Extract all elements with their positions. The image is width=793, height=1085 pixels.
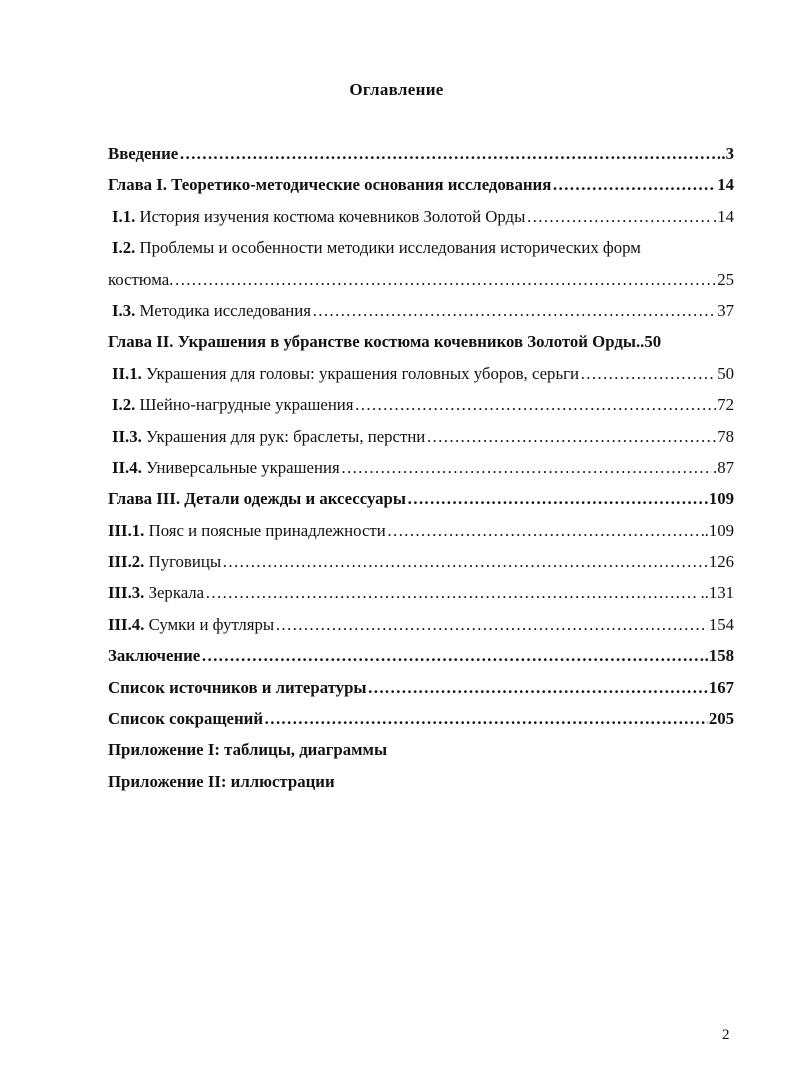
toc-entry-label: Глава III. Детали одежды и аксессуары	[108, 489, 406, 509]
dot-leader	[201, 640, 703, 671]
dot-leader	[174, 264, 716, 295]
toc-entry-label: Введение	[108, 144, 179, 163]
toc-entry-page: 78	[717, 426, 734, 446]
toc-entry	[108, 766, 734, 797]
toc-entry-label: III.1. Пояс и поясные принадлежности	[108, 520, 386, 540]
toc-entry-number: III.4.	[108, 614, 145, 634]
dot-leader	[407, 483, 708, 514]
toc-entry-number: I.3.	[112, 300, 136, 320]
toc-entry-label: I.2. Шейно-нагрудные украшения	[112, 395, 354, 415]
toc-entry-page: 37	[717, 300, 734, 320]
toc-entry-label: Глава II. Украшения в убранстве костюма кочевников Золотой Орды	[108, 332, 636, 352]
dot-leader	[205, 577, 699, 608]
toc-entry	[108, 546, 734, 577]
dot-leader	[264, 703, 708, 734]
toc-entry-label: I.3. Методика исследования	[112, 300, 311, 320]
toc-entry-number: III.2.	[108, 552, 145, 572]
toc-entry-page: 72	[717, 395, 734, 415]
dot-leader	[368, 672, 708, 703]
toc-entry	[108, 138, 734, 169]
toc-entry-page: 109	[708, 489, 734, 509]
toc-entry-label: I.1. История изучения костюма кочевников Золотой Орды	[112, 206, 526, 226]
toc-entry	[108, 201, 734, 232]
toc-entry-number: II.1.	[112, 363, 142, 383]
toc-entry	[108, 703, 734, 734]
dot-leader	[222, 546, 708, 577]
toc-entry-label: Приложение II: иллюстрации	[108, 771, 335, 791]
dot-leader	[179, 138, 720, 169]
dot-leader	[526, 201, 712, 232]
toc-entry-label: Глава I. Теоретико-методические основания исследования	[108, 175, 552, 195]
toc-entry	[108, 169, 734, 200]
toc-entry-page: 205	[708, 709, 734, 729]
page-number: 2	[722, 1027, 730, 1043]
toc-entry-page: 167	[708, 677, 734, 697]
toc-entry-number: I.2.	[112, 238, 136, 258]
toc-entry	[108, 389, 734, 420]
dot-leader	[552, 169, 716, 200]
toc-entry-page: 154	[708, 614, 734, 634]
toc-entry-label: III.3. Зеркала	[108, 583, 205, 603]
toc-entry	[108, 515, 734, 546]
toc-entry-page: 50	[717, 363, 734, 383]
toc-entry-label: III.2. Пуговицы	[108, 552, 222, 572]
toc-entry-page: ..131	[700, 583, 734, 603]
toc-entry-number: II.3.	[112, 426, 142, 446]
toc-entry	[108, 232, 734, 263]
toc-entry-page: .87	[713, 457, 734, 477]
toc-entry-number: III.3.	[108, 583, 145, 603]
toc-entry-number: I.2.	[112, 395, 136, 415]
dot-leader	[387, 515, 704, 546]
toc-entry-page: .14	[713, 206, 734, 226]
toc-entry-label: Список источников и литературы	[108, 677, 367, 697]
toc-entry-label: II.4. Универсальные украшения	[112, 457, 340, 477]
page-title: Оглавление	[349, 80, 444, 99]
toc-entry-label: Приложение I: таблицы, диаграммы	[108, 740, 388, 760]
toc-entry	[108, 483, 734, 514]
toc-entry-page: 14	[717, 175, 734, 195]
toc-entry-page: .109	[704, 520, 734, 540]
dot-leader	[341, 452, 712, 483]
toc-entry-number: II.4.	[112, 457, 142, 477]
toc-entry	[108, 295, 734, 326]
toc-entry	[108, 734, 734, 765]
toc-entry	[108, 577, 734, 608]
toc-entry	[108, 640, 734, 671]
toc-entry-page: 25	[717, 269, 734, 289]
toc-entry-number: III.1.	[108, 520, 145, 540]
toc-entry	[108, 452, 734, 483]
dot-leader	[275, 609, 708, 640]
toc-entry	[108, 326, 734, 357]
toc-entry-page: .3	[721, 144, 734, 163]
dot-leader	[355, 389, 717, 420]
dot-leader	[312, 295, 716, 326]
toc-entry	[108, 421, 734, 452]
table-of-contents	[108, 138, 734, 797]
toc-entry-label-cont: костюма.	[108, 269, 174, 289]
toc-entry-number: I.1.	[112, 206, 136, 226]
toc-entry-continuation	[108, 264, 734, 295]
toc-entry-page: 126	[708, 552, 734, 572]
toc-entry-label: Проблемы и особенности методики исследования исторических форм	[135, 238, 641, 258]
dot-leader	[426, 421, 716, 452]
toc-entry	[108, 358, 734, 389]
toc-entry-label: II.3. Украшения для рук: браслеты, перстни	[112, 426, 426, 446]
toc-entry	[108, 672, 734, 703]
toc-entry-label: II.1. Украшения для головы: украшения головных уборов, серьги	[112, 363, 579, 383]
toc-entry-label: III.4. Сумки и футляры	[108, 614, 275, 634]
toc-entry-page: ..50	[635, 332, 662, 352]
toc-entry-label: Список сокращений	[108, 709, 264, 729]
toc-entry	[108, 609, 734, 640]
dot-leader	[580, 358, 716, 389]
toc-entry-page: .158	[704, 646, 734, 666]
toc-entry-label: Заключение	[108, 646, 201, 666]
